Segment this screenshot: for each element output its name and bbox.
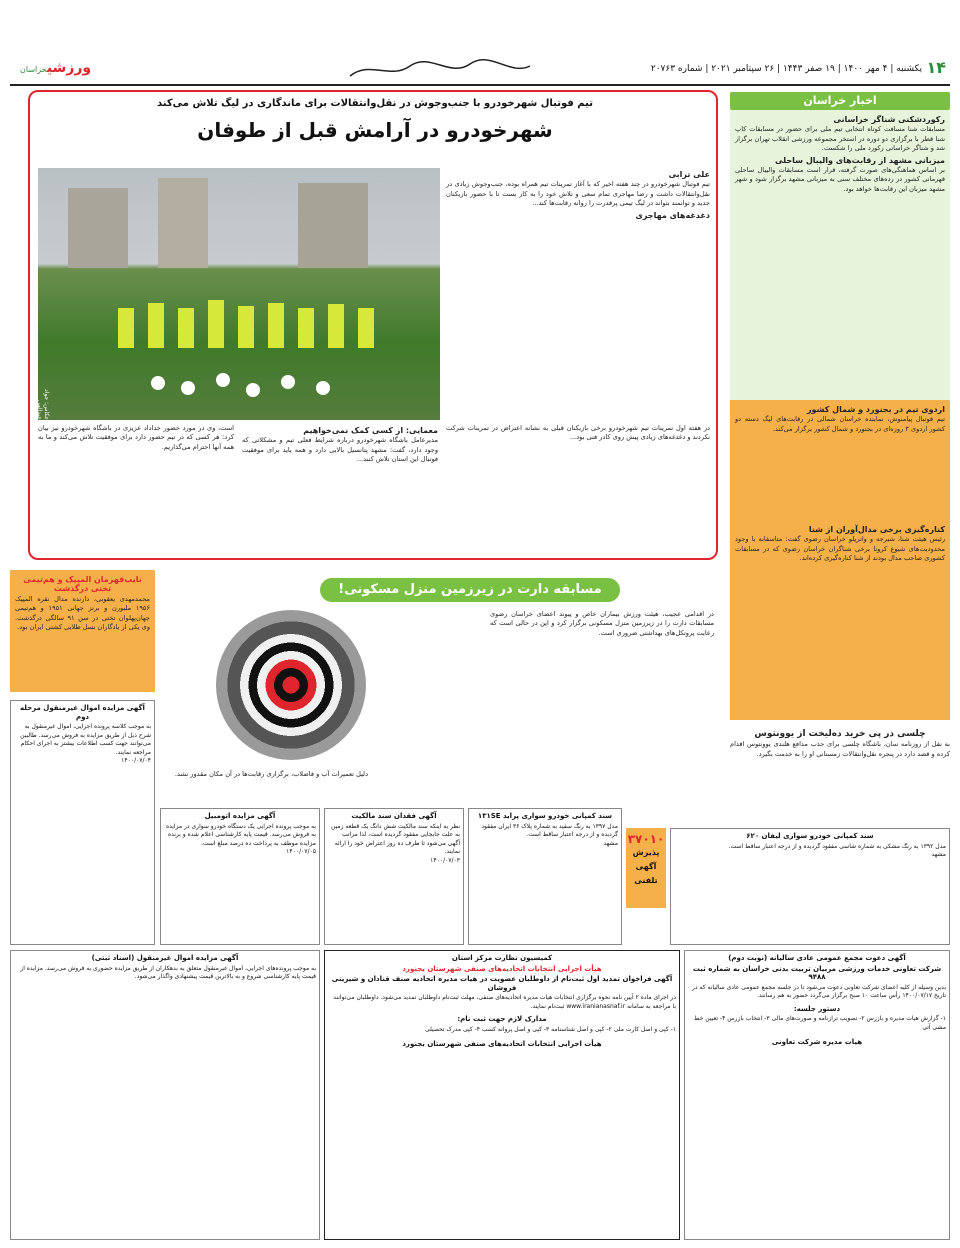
article-body-4: است، وی در مورد حضور خداداد عزیزی در باشگاه شهرخودرو نیز بیان کرد: هر کسی که در تیم حضور دارد برای موفقیت تلاش می‌کند و ما به همه آنها احترام می‌گذاریم.	[38, 424, 234, 451]
news-item-1-title: رکوردشکنی شناگر خراسانی	[833, 115, 945, 124]
section-name: ورزشی	[46, 60, 92, 76]
darts-caption: دلیل تعمیرات آب و فاضلاب، برگزاری رقابت‌ها در آن مکان مقدور نشد.	[174, 770, 368, 778]
center-ad-body: در اجرای ماده ۲ آیین نامه نحوه برگزاری انتخابات هیات مدیره اتحادیه‌های صنفی، مهلت ثبت‌نام داوطلبان تمدید می‌شود. داوطلبان می‌توانند با مراجعه به سامانه www.iranianasnaf.ir ثبت‌نام نمایند.	[333, 994, 676, 1010]
news-item-2-title: میزبانی مشهد از رقابت‌های والیبال ساحلی	[775, 155, 945, 165]
news-item-2-body: بر اساس هماهنگی‌های صورت گرفته، قرار است مسابقات والیبال ساحلی قهرمانی کشور در رده‌های مختلف سنی به میزبانی مشهد برگزار شود و شهر مشهد میزبان این رقابت‌ها خواهد بود.	[735, 166, 945, 193]
olympic-obituary	[10, 570, 155, 692]
right-ad-body: بدین وسیله از کلیه اعضای شرکت تعاونی دعوت می‌شود تا در جلسه مجمع عمومی عادی سالیانه که در تاریخ ۱۴۰۰/۰۷/۱۷ رأس ساعت ۱۰ صبح برگزار می‌گردد حضور به هم رسانند.	[692, 983, 946, 999]
calligraphy-ornament-icon	[340, 58, 540, 82]
telephone-number: ۳۷۰۱۰	[627, 832, 665, 846]
news-item-4-body: رئیس هیئت شنا، شیرجه و واترپلو خراسان رضوی گفت: متاسفانه با وجود محدودیت‌های شیوع کرونا برخی شناگران خراسان رضوی که در مسابقات کشوری صاحب مدال بودند از شنا کناره‌گیری کرده‌اند.	[735, 535, 945, 563]
small-ad-4-code: مشهد	[603, 839, 618, 847]
article-column-2	[446, 424, 710, 554]
dateline: یکشنبه | ۴ مهر ۱۴۰۰ | ۱۹ صفر ۱۴۴۳ | ۲۶ سپتامبر ۲۰۲۱ | شماره ۲۰۷۶۳	[650, 64, 922, 74]
darts-body: در اقدامی عجیب، هیئت ورزش بیماران خاص و پیوند اعضای خراسان رضوی مسابقات دارت را در زیرزمین منزل مسکونی برگزار کرد و این در حالی است که رعایت پروتکل‌های بهداشتی ضروری است.	[490, 610, 714, 637]
news-item-1-body: مسابقات شنا مسافت کوتاه انتخابی تیم ملی برای حضور در مسابقات کاپ شنا قطر با برگزاری دو دوره در استخر مجموعه ورزشی انقلاب تهران برگزار شد و شناگر خراسانی رکورد ملی را شکست.	[735, 125, 945, 153]
small-ad-3	[324, 808, 464, 945]
darts-title: مسابقه دارت در زیرزمین منزل مسکونی!	[320, 578, 620, 602]
small-ad-4	[468, 808, 622, 945]
subhead-1: دغدغه‌های مهاجری	[635, 210, 710, 220]
news-item-3-title: اردوی تیم در بجنورد و شمال کشور	[806, 405, 945, 414]
small-ad-2-title: آگهی مزایده اتومبیل	[204, 812, 276, 820]
players-illustration	[38, 168, 440, 420]
small-ad-2-code: ۱۴۰۰/۰۷/۰۵	[286, 848, 316, 855]
page-header	[10, 58, 950, 86]
center-ad-docs-title: مدارک لازم جهت ثبت نام:	[457, 1015, 547, 1023]
small-ad-3-title: آگهی فقدان سند مالکیت	[351, 812, 437, 820]
center-ad-docs: ۱- کپی و اصل کارت ملی ۲- کپی و اصل شناسنامه ۳- کپی و اصل پروانه کسب ۴- کپی مدرک تحصیلی	[425, 1025, 676, 1033]
photo-credit: عکاس: جواد عبدالهی	[36, 388, 50, 420]
article-column-4	[38, 424, 234, 554]
small-ad-1	[10, 700, 155, 945]
small-ad-3-code: ۱۴۰۰/۰۷/۰۳	[430, 856, 460, 864]
right-ad-footer: هیات مدیره شرکت تعاونی	[771, 1038, 863, 1046]
article-kicker: تیم فوتبال شهرخودرو با جنب‌وجوش در نقل‌وانتقالات برای ماندگاری در لیگ تلاش می‌کند	[157, 98, 593, 109]
small-ad-1-title: آگهی مزایده اموال غیرمنقول مرحله دوم	[20, 704, 145, 721]
article-body-1: تیم فوتبال شهرخودرو در چند هفته اخیر که با آغاز تمرینات تیم همراه بوده، جنب‌وجوش زیادی در نقل‌وانتقالات داشت و رضا مهاجری تمام سعی و تلاش خود را به کار بست تا با حضور بازیکنان جدید و توانمند بتواند در لیگ تیمی پرقدرت را روانه رقابت‌ها کند...	[446, 180, 710, 208]
center-ad-subtitle: هیأت اجرایی انتخابات اتحادیه‌های صنفی شهرستان بجنورد	[402, 964, 602, 973]
bottom-center-ad	[324, 950, 680, 1240]
subhead-2: معمایی: از کسی کمک نمی‌خواهیم	[303, 426, 438, 435]
olympic-body: محمدمهدی یعقوبی، دارنده مدال نقره المپیک ۱۹۵۶ ملبورن و برنز جهانی ۱۹۵۱ و هم‌تیمی جهان‌پهلوان تختی در سن ۹۱ سالگی درگذشت. وی یکی از یادگاران نسل طلایی کشتی ایران بود.	[15, 594, 150, 632]
team-training-photo	[38, 168, 440, 420]
right-ad-title: آگهی دعوت مجمع عمومی عادی سالیانه (نوبت دوم)	[728, 954, 906, 962]
small-ad-3-body: نظر به اینکه سند مالکیت شش دانگ یک قطعه زمین به علت جابجایی مفقود گردیده است، لذا مراتب آگهی می‌شود تا ظرف ده روز اعتراض خود را ارائه نمایند.	[331, 822, 460, 855]
article-body-2: در هفته اول تمرینات تیم شهرخودرو برخی بازیکنان قبلی به نشانه اعتراض در تمرینات شرکت نکردند و دغدغه‌های زیادی پیش روی کادر فنی بود...	[446, 424, 710, 442]
article-body-3: مدیرعامل باشگاه شهرخودرو درباره شرایط فعلی تیم و مشکلاتی که وجود دارد، گفت: مشهد پتانسیل بالایی دارد و همه باید برای موفقیت فوتبال این استان تلاش کنند...	[242, 436, 438, 464]
chelsea-body: به نقل از روزنامه سان، باشگاه چلسی برای جذب مدافع هلندی یوونتوس اقدام کرده و قصد دارد در پنجره نقل‌وانتقالات زمستانی او را به خدمت بگیرد.	[730, 740, 950, 758]
small-ad-1-body: به موجب کلاسه پرونده اجرایی، اموال غیرمنقول به شرح ذیل از طریق مزایده به فروش می‌رسد. طالبین می‌توانند جهت کسب اطلاعات بیشتر به اجرای احکام مراجعه نمایند.	[20, 723, 151, 756]
bottom-left-ad-title: آگهی مزایده اموال غیرمنقول (اسناد ثبتی)	[91, 954, 239, 962]
article-column-3	[242, 424, 438, 554]
small-ad-5-body: مدل ۱۳۹۲ به رنگ مشکی به شماره شاسی مفقود گردیده و از درجه اعتبار ساقط است.	[728, 842, 946, 850]
small-ad-2	[160, 808, 320, 945]
right-ad-subtitle: شرکت تعاونی خدمات ورزشی مربیان تربیت بدنی خراسان به شماره ثبت ۹۴۸۸	[692, 964, 942, 981]
bottom-left-ad	[10, 950, 320, 1240]
article-column-1	[446, 168, 710, 420]
small-ad-4-body: مدل ۱۳۹۷ به رنگ سفید به شماره پلاک ۳۶ ایران مفقود گردیده و از درجه اعتبار ساقط است.	[481, 822, 618, 838]
center-ad-title: کمیسیون نظارت مرکز استان	[451, 954, 553, 962]
dartboard-image	[216, 610, 366, 760]
brand-name: خراسان	[20, 65, 47, 74]
bottom-right-ad	[684, 950, 950, 1240]
news-item-4-title: کناره‌گیری برخی مدال‌آوران از شنا	[808, 525, 945, 534]
news-item-3-body: تیم فوتبال پیامنوش، نماینده خراسان شمالی در رقابت‌های لیگ دسته دو کشور اردوی ۳ روزه‌ای در بجنورد و شمال کشور برگزار می‌کند.	[735, 415, 945, 433]
chelsea-title: چلسی در پی خرید ده‌لیخت از یوونتوس	[754, 729, 926, 739]
small-ad-1-code: ۱۴۰۰/۰۷/۰۴	[121, 757, 151, 764]
byline: علی ترابی	[668, 170, 710, 179]
telephone-ad	[626, 828, 666, 908]
small-ad-5	[670, 828, 950, 945]
right-ad-agenda-title: دستور جلسه:	[793, 1004, 841, 1013]
small-ad-5-title: سند کمپانی خودرو سواری لیفان ۶۲۰	[746, 832, 874, 840]
small-ad-4-title: سند کمپانی خودرو سواری پراید ۱۳۱SE	[477, 812, 613, 820]
center-ad-heading: آگهی فراخوان تمدید اول ثبت‌نام از داوطلبان عضویت در هیات مدیره اتحادیه صنف قنادان و شیرینی فروشان	[331, 975, 673, 992]
page-number: ۱۴	[926, 58, 946, 77]
right-ad-agenda: ۱- گزارش هیات مدیره و بازرس ۲- تصویب ترازنامه و صورت‌های مالی ۳- انتخاب بازرس ۴- تعیین خط مشی آتی	[693, 1015, 946, 1031]
telephone-label: پذیرش آگهی تلفنی	[632, 848, 660, 885]
chelsea-article	[730, 728, 950, 818]
olympic-title: نایب‌قهرمان المپیک و هم‌تیمی تختی درگذشت	[23, 575, 142, 594]
darts-article	[160, 570, 720, 800]
small-ad-2-body: به موجب پرونده اجرایی یک دستگاه خودرو سواری در مزایده به فروش می‌رسد. قیمت پایه کارشناسی اعلام شده و برنده مزایده موظف به پرداخت ده درصد مبلغ است.	[165, 822, 316, 847]
article-headline: شهرخودرو در آرامش قبل از طوفان	[197, 118, 553, 142]
bottom-left-ad-body: به موجب پرونده‌های اجرایی، اموال غیرمنقول متعلق به بدهکاران از طریق مزایده حضوری به فروش می‌رسد. مزایده از قیمت پایه کارشناسی شروع و به بالاترین قیمت پیشنهادی واگذار می‌شود.	[20, 964, 316, 980]
small-ad-5-code: مشهد	[931, 851, 946, 858]
news-item-4	[730, 520, 950, 720]
news-item-3	[730, 400, 950, 520]
section-logo	[16, 60, 91, 76]
main-article	[28, 90, 718, 560]
right-column-title: اخبار خراسان	[730, 92, 950, 110]
center-ad-footer: هیأت اجرایی انتخابات اتحادیه‌های صنفی شهرستان بجنورد	[402, 1040, 602, 1048]
